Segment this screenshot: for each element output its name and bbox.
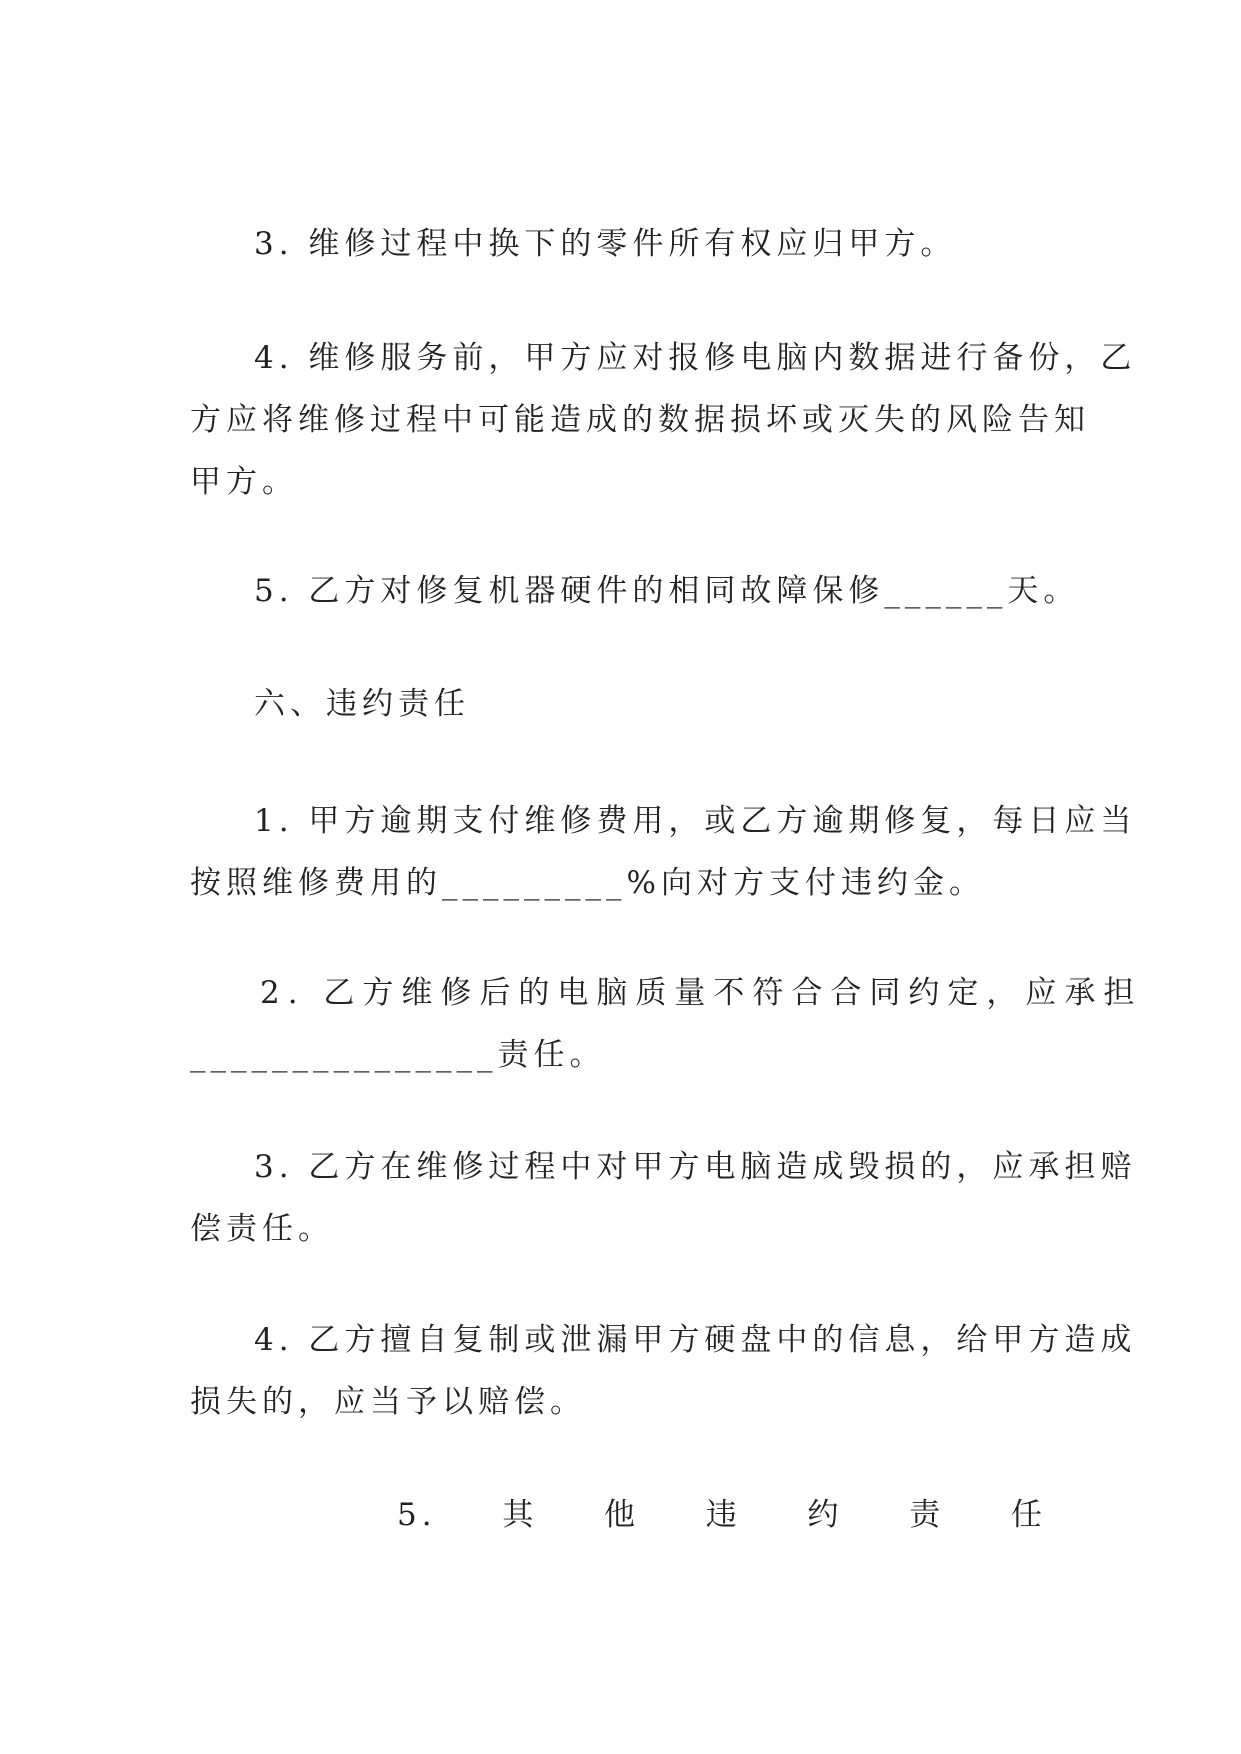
- clause-5-3: [190, 213, 1050, 275]
- spread-char: 他: [604, 1497, 641, 1533]
- clause-6-5: [190, 1484, 1050, 1546]
- clause-6-3: [190, 1136, 1137, 1260]
- clause-line: 甲方。: [190, 464, 298, 500]
- clause-line: 按照维修费用的_________%向对方支付违约金。: [190, 865, 985, 901]
- clause-line: 5. 乙方对修复机器硬件的相同故障保修______天。: [254, 573, 1080, 609]
- clause-line: 2. 乙方维修后的电脑质量不符合合同约定，应承担: [260, 975, 1143, 1011]
- clause-line: 4. 乙方擅自复制或泄漏甲方硬盘中的信息，给甲方造成: [254, 1322, 1137, 1358]
- spread-char: 违: [705, 1497, 742, 1533]
- clause-6-1: [190, 790, 1137, 914]
- spread-char: 约: [807, 1497, 844, 1533]
- heading-text: 六、违约责任: [254, 686, 470, 722]
- clause-line: 3. 乙方在维修过程中对甲方电脑造成毁损的，应承担赔: [254, 1149, 1137, 1185]
- spread-char: 其: [502, 1497, 539, 1533]
- clause-5-4: [190, 327, 1137, 513]
- clause-line: 1. 甲方逾期支付维修费用，或乙方逾期修复，每日应当: [254, 803, 1137, 839]
- clause-line: _______________责任。: [190, 1037, 606, 1073]
- clause-5-5: [190, 560, 1080, 622]
- clause-6-4: [190, 1309, 1137, 1433]
- clause-line: 4. 维修服务前，甲方应对报修电脑内数据进行备份，乙: [254, 340, 1137, 376]
- spread-char: 5.: [397, 1497, 437, 1533]
- spread-char: 任: [1010, 1497, 1047, 1533]
- clause-line: 损失的，应当予以赔偿。: [190, 1384, 586, 1420]
- spread-char: 责: [909, 1497, 946, 1533]
- clause-line: 方应将维修过程中可能造成的数据损坏或灭失的风险告知: [190, 402, 1090, 438]
- clause-6-2: [190, 962, 1143, 1086]
- section-heading-6: [190, 673, 1050, 735]
- clause-line: 偿责任。: [190, 1211, 334, 1247]
- clause-line: 3. 维修过程中换下的零件所有权应归甲方。: [254, 226, 957, 262]
- spread-line: [397, 1484, 1047, 1546]
